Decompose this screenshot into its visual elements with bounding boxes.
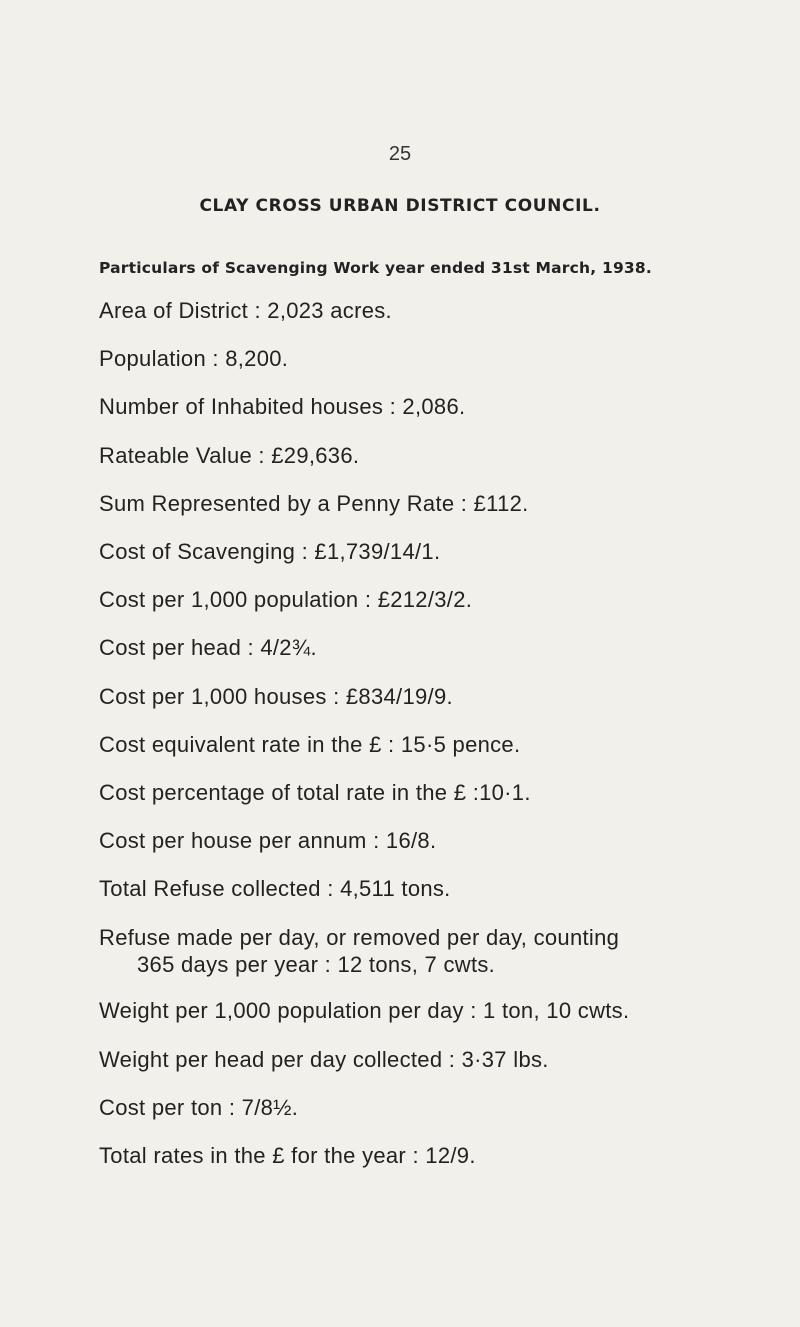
- refuse-per-day: [99, 924, 789, 978]
- council-heading: CLAY CROSS URBAN DISTRICT COUNCIL.: [199, 196, 601, 216]
- cost-per-head: Cost per head : 4/2¾.: [99, 635, 317, 661]
- cost-percentage-of-rate: Cost percentage of total rate in the £ :10·1.: [99, 779, 531, 805]
- cost-per-1000-population: Cost per 1,000 population : £212/3/2.: [99, 587, 473, 613]
- area-of-district: Area of District : 2,023 acres.: [99, 298, 392, 323]
- cost-per-house-per-annum: Cost per house per annum : 16/8.: [99, 828, 437, 854]
- weight-per-1000-population: Weight per 1,000 population per day : 1 ton, 10 cwts.: [99, 998, 630, 1024]
- weight-per-head: Weight per head per day collected : 3·37 lbs.: [99, 1046, 549, 1072]
- cost-per-1000-houses: Cost per 1,000 houses : £834/19/9.: [99, 683, 453, 709]
- penny-rate-sum: Sum Represented by a Penny Rate : £112.: [99, 490, 529, 516]
- refuse-per-day-first-line: Refuse made per day, or removed per day, counting: [99, 925, 620, 951]
- refuse-per-day-second-line: 365 days per year : 12 tons, 7 cwts.: [137, 952, 496, 978]
- cost-per-ton: Cost per ton : 7/8½.: [99, 1094, 299, 1120]
- rateable-value: Rateable Value : £29,636.: [99, 442, 360, 468]
- particulars-list: [99, 298, 789, 1191]
- report-subheading: Particulars of Scavenging Work year ended 31st March, 1938.: [99, 259, 652, 277]
- population: Population : 8,200.: [99, 346, 289, 372]
- page-number: 25: [388, 143, 412, 165]
- inhabited-houses: Number of Inhabited houses : 2,086.: [99, 394, 466, 420]
- total-rates: Total rates in the £ for the year : 12/9.: [99, 1143, 476, 1168]
- total-refuse-collected: Total Refuse collected : 4,511 tons.: [99, 876, 451, 902]
- cost-of-scavenging: Cost of Scavenging : £1,739/14/1.: [99, 538, 441, 564]
- cost-equivalent-rate: Cost equivalent rate in the £ : 15·5 pence.: [99, 731, 521, 757]
